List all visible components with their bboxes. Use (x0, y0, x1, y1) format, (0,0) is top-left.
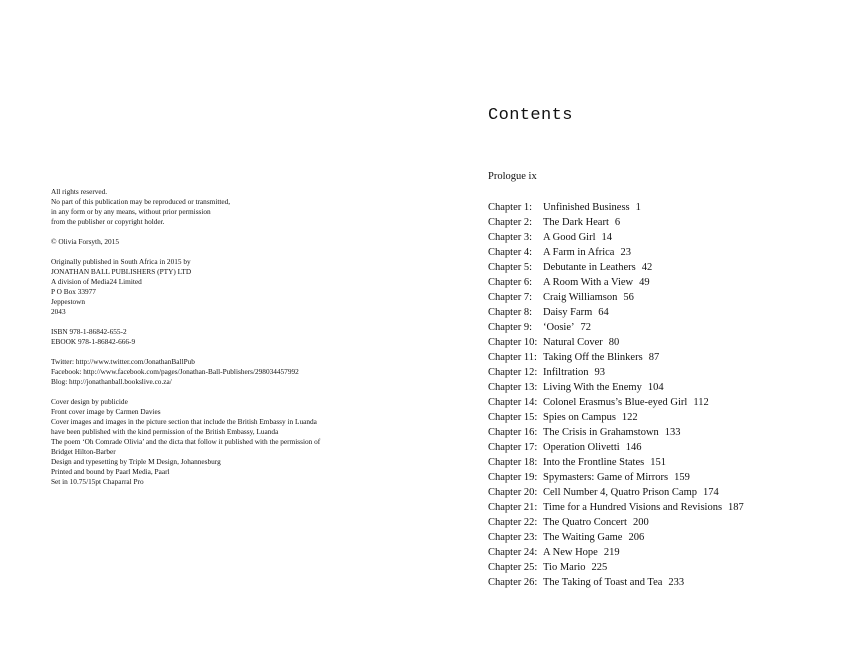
chapter-title-group (543, 395, 709, 410)
chapter-title: A Room With a View (543, 277, 634, 288)
chapter-page-number: 14 (601, 232, 612, 243)
chapter-title-group (543, 530, 644, 545)
chapter-title: The Dark Heart (543, 217, 609, 228)
chapter-title-group (543, 215, 620, 230)
chapter-entry (488, 380, 858, 395)
chapter-label: Chapter 5: (488, 262, 533, 273)
chapter-title-group (543, 515, 649, 530)
publisher-line: Originally published in South Africa in 2015 by (51, 257, 191, 266)
chapter-title-group (543, 350, 659, 365)
chapter-page-number: 72 (580, 322, 591, 333)
credits-line: Printed and bound by Paarl Media, Paarl (51, 467, 170, 476)
chapter-title-group (543, 200, 641, 215)
contents-title: Contents (488, 106, 573, 125)
chapter-title-group (543, 275, 650, 290)
chapter-title-group (543, 575, 684, 590)
spacer (51, 227, 451, 237)
chapter-title: ‘Oosie’ (543, 322, 575, 333)
chapter-page-number: 23 (620, 247, 631, 258)
chapter-label: Chapter 10: (488, 337, 538, 348)
chapter-title-group (543, 260, 652, 275)
chapter-page-number: 174 (702, 487, 719, 498)
chapter-entry (488, 305, 858, 320)
chapter-title: Colonel Erasmus’s Blue-eyed Girl (543, 397, 688, 408)
publisher-line: A division of Media24 Limited (51, 277, 142, 286)
chapter-title: Living With the Enemy (543, 382, 642, 393)
chapter-label: Chapter 1: (488, 202, 533, 213)
chapter-entry (488, 290, 858, 305)
chapter-page-number: 6 (614, 217, 621, 228)
credits-line: Set in 10.75/15pt Chaparral Pro (51, 477, 144, 486)
chapter-title: Natural Cover (543, 337, 603, 348)
chapter-label: Chapter 22: (488, 517, 538, 528)
chapter-entry (488, 200, 858, 215)
chapter-title-group (543, 305, 609, 320)
chapter-title-group (543, 410, 638, 425)
chapter-label: Chapter 13: (488, 382, 538, 393)
chapter-page-number: 122 (621, 412, 638, 423)
chapter-page-number: 200 (632, 517, 649, 528)
chapter-entry (488, 560, 858, 575)
chapter-title: Debutante in Leathers (543, 262, 636, 273)
chapter-page-number: 104 (647, 382, 664, 393)
chapter-title: The Quatro Concert (543, 517, 627, 528)
chapter-label: Chapter 2: (488, 217, 533, 228)
chapter-entry (488, 545, 858, 560)
chapter-title-group (543, 380, 664, 395)
chapter-page-number: 93 (594, 367, 605, 378)
rights-line: No part of this publication may be reproduced or transmitted, (51, 197, 231, 206)
credits-line: Front cover image by Carmen Davies (51, 407, 161, 416)
chapter-title: Into the Frontline States (543, 457, 645, 468)
chapter-label: Chapter 14: (488, 397, 538, 408)
chapter-entry (488, 395, 858, 410)
chapter-page-number: 133 (664, 427, 681, 438)
chapter-label: Chapter 9: (488, 322, 533, 333)
chapter-entry (488, 215, 858, 230)
publisher-line: JONATHAN BALL PUBLISHERS (PTY) LTD (51, 267, 192, 276)
chapter-label: Chapter 15: (488, 412, 538, 423)
publisher-line: P O Box 33977 (51, 287, 96, 296)
chapter-entry (488, 230, 858, 245)
chapter-label: Chapter 25: (488, 562, 538, 573)
chapter-title-group (543, 365, 605, 380)
publisher-line: Jeppestown (51, 297, 86, 306)
social-block (51, 357, 451, 387)
chapter-page-number: 49 (639, 277, 650, 288)
rights-block (51, 187, 451, 227)
chapter-entry (488, 335, 858, 350)
chapter-entry (488, 515, 858, 530)
prologue-entry: Prologue ix (488, 171, 537, 182)
social-line: Blog: http://jonathanball.bookslive.co.za/ (51, 377, 172, 386)
chapter-title: A New Hope (543, 547, 598, 558)
chapter-label: Chapter 4: (488, 247, 533, 258)
chapter-entry (488, 530, 858, 545)
chapter-label: Chapter 24: (488, 547, 538, 558)
chapter-title: Tio Mario (543, 562, 586, 573)
credits-line: Cover design by publicide (51, 397, 128, 406)
chapter-label: Chapter 3: (488, 232, 533, 243)
chapter-title-group (543, 545, 620, 560)
publisher-block (51, 257, 451, 317)
rights-line: in any form or by any means, without prior permission (51, 207, 211, 216)
publisher-line: 2043 (51, 307, 66, 316)
credits-line: The poem ‘Oh Comrade Olivia’ and the dicta that follow it published with the permission of (51, 437, 321, 446)
chapter-title: Daisy Farm (543, 307, 593, 318)
chapter-title: Taking Off the Blinkers (543, 352, 643, 363)
chapter-page-number: 151 (650, 457, 666, 468)
chapter-label: Chapter 16: (488, 427, 538, 438)
credits-block (51, 397, 451, 487)
chapter-label: Chapter 7: (488, 292, 533, 303)
chapter-label: Chapter 12: (488, 367, 538, 378)
chapter-title: The Taking of Toast and Tea (543, 577, 663, 588)
chapter-title: A Good Girl (543, 232, 596, 243)
chapter-entry (488, 320, 858, 335)
chapter-title-group (543, 440, 641, 455)
isbn-block (51, 327, 451, 347)
spacer (51, 347, 451, 357)
chapter-entry (488, 425, 858, 440)
chapter-title-group (543, 470, 690, 485)
credits-line: Cover images and images in the picture section that include the British Embassy in Luanda (51, 417, 317, 426)
chapter-title-group (543, 455, 666, 470)
spacer (51, 247, 451, 257)
chapter-label: Chapter 26: (488, 577, 538, 588)
chapter-list (488, 200, 858, 590)
chapter-entry (488, 365, 858, 380)
chapter-page-number: 112 (693, 397, 709, 408)
chapter-page-number: 64 (598, 307, 609, 318)
chapter-page-number: 1 (635, 202, 641, 213)
isbn-line: EBOOK 978-1-86842-666-9 (51, 337, 136, 346)
chapter-title-group (543, 230, 612, 245)
chapter-title: Spymasters: Game of Mirrors (543, 472, 669, 483)
social-line: Twitter: http://www.twitter.com/JonathanBallPub (51, 357, 195, 366)
chapter-entry (488, 500, 858, 515)
chapter-page-number: 233 (668, 577, 685, 588)
chapter-label: Chapter 18: (488, 457, 538, 468)
rights-line: from the publisher or copyright holder. (51, 217, 165, 226)
chapter-entry (488, 455, 858, 470)
copyright-page (51, 187, 451, 487)
chapter-entry (488, 485, 858, 500)
chapter-title: A Farm in Africa (543, 247, 615, 258)
chapter-title-group (543, 335, 619, 350)
chapter-entry (488, 350, 858, 365)
chapter-title: The Crisis in Grahamstown (543, 427, 659, 438)
chapter-page-number: 225 (591, 562, 608, 573)
chapter-label: Chapter 6: (488, 277, 533, 288)
chapter-entry (488, 260, 858, 275)
chapter-page-number: 219 (603, 547, 620, 558)
chapter-title-group (543, 320, 591, 335)
chapter-page-number: 80 (608, 337, 620, 348)
chapter-page-number: 87 (648, 352, 660, 363)
chapter-title-group (543, 485, 719, 500)
chapter-label: Chapter 23: (488, 532, 538, 543)
chapter-page-number: 206 (628, 532, 645, 543)
chapter-title-group (543, 560, 607, 575)
chapter-label: Chapter 8: (488, 307, 533, 318)
copyright-notice: © Olivia Forsyth, 2015 (51, 237, 119, 246)
chapter-page-number: 42 (641, 262, 653, 273)
chapter-page-number: 187 (728, 502, 744, 513)
chapter-label: Chapter 21: (488, 502, 538, 513)
chapter-title: Craig Williamson (543, 292, 618, 303)
chapter-label: Chapter 17: (488, 442, 538, 453)
spacer (51, 387, 451, 397)
chapter-page-number: 146 (625, 442, 642, 453)
chapter-title: Infiltration (543, 367, 589, 378)
chapter-title-group (543, 425, 681, 440)
chapter-entry (488, 470, 858, 485)
chapter-title: The Waiting Game (543, 532, 623, 543)
spacer (51, 317, 451, 327)
chapter-label: Chapter 19: (488, 472, 538, 483)
chapter-entry (488, 245, 858, 260)
chapter-page-number: 159 (674, 472, 690, 483)
chapter-title-group (543, 290, 634, 305)
chapter-entry (488, 410, 858, 425)
chapter-label: Chapter 11: (488, 352, 537, 363)
chapter-title-group (543, 500, 744, 515)
chapter-title: Time for a Hundred Visions and Revisions (543, 502, 723, 513)
credits-line: Bridget Hilton-Barber (51, 447, 116, 456)
chapter-title: Spies on Campus (543, 412, 616, 423)
isbn-line: ISBN 978-1-86842-655-2 (51, 327, 127, 336)
chapter-label: Chapter 20: (488, 487, 538, 498)
rights-line: All rights reserved. (51, 187, 108, 196)
chapter-title: Unfinished Business (543, 202, 630, 213)
chapter-entry (488, 275, 858, 290)
chapter-title-group (543, 245, 631, 260)
chapter-title: Operation Olivetti (543, 442, 620, 453)
credits-line: have been published with the kind permission of the British Embassy, Luanda (51, 427, 279, 436)
chapter-title: Cell Number 4, Quatro Prison Camp (543, 487, 697, 498)
credits-line: Design and typesetting by Triple M Design, Johannesburg (51, 457, 221, 466)
chapter-entry (488, 575, 858, 590)
chapter-entry (488, 440, 858, 455)
social-line: Facebook: http://www.facebook.com/pages/Jonathan-Ball-Publishers/298034457992 (51, 367, 299, 376)
chapter-page-number: 56 (623, 292, 634, 303)
